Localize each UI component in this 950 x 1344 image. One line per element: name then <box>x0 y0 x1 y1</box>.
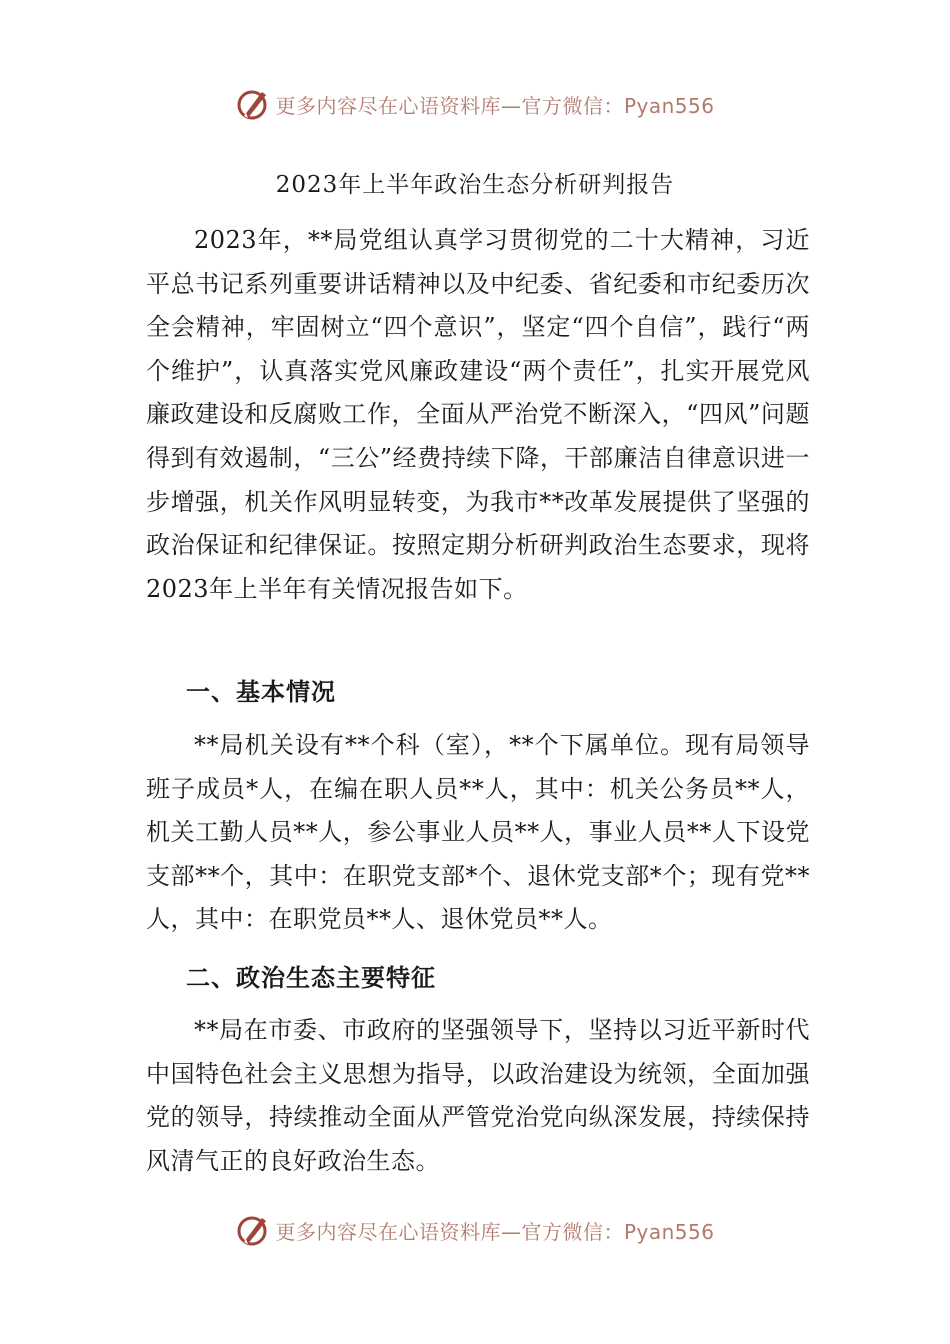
section-heading-basic-situation: 一、基本情况 <box>186 678 336 706</box>
watermark-text: 更多内容尽在心语资料库—官方微信：Pyan556 <box>275 93 715 118</box>
intro-paragraph: 2023年，**局党组认真学习贯彻党的二十大精神，习近平总书记系列重要讲话精神以及中纪委、省纪委和市纪委历次全会精神，牢固树立“四个意识”，坚定“四个自信”，践行“两个维护”，认真落实党风廉政建设“两个责任”，扎实开展党风廉政建设和反腐败工作，全面从严治党不断深入，“四风”问题得到有效遏制，“三公”经费持续下降，干部廉洁自律意识进一步增强，机关作风明显转变，为我市**改革发展提供了坚强的政治保证和纪律保证。按照定期分析研判政治生态要求，现将2023年上半年有关情况报告如下。 <box>146 226 810 603</box>
section-heading-political-ecology: 二、政治生态主要特征 <box>186 964 436 992</box>
watermark-banner-top <box>0 84 950 124</box>
pen-nib-circle-icon <box>235 86 271 122</box>
document-title: 2023年上半年政治生态分析研判报告 <box>275 172 675 198</box>
section-body-basic-situation: **局机关设有**个科（室），**个下属单位。现有局领导班子成员*人，在编在职人员**人，其中：机关公务员**人，机关工勤人员**人，参公事业人员**人，事业人员**人下设党支部**个，其中：在职党支部*个、退休党支部*个；现有党**人，其中：在职党员**人、退休党员**人。 <box>146 731 810 934</box>
section-body-political-ecology: **局在市委、市政府的坚强领导下，坚持以习近平新时代中国特色社会主义思想为指导，以政治建设为统领，全面加强党的领导，持续推动全面从严管党治党向纵深发展，持续保持风清气正的良好政治生态。 <box>146 1016 810 1175</box>
pen-nib-circle-icon <box>235 1212 271 1248</box>
watermark-text: 更多内容尽在心语资料库—官方微信：Pyan556 <box>275 1219 715 1244</box>
watermark-banner-bottom <box>0 1210 950 1250</box>
